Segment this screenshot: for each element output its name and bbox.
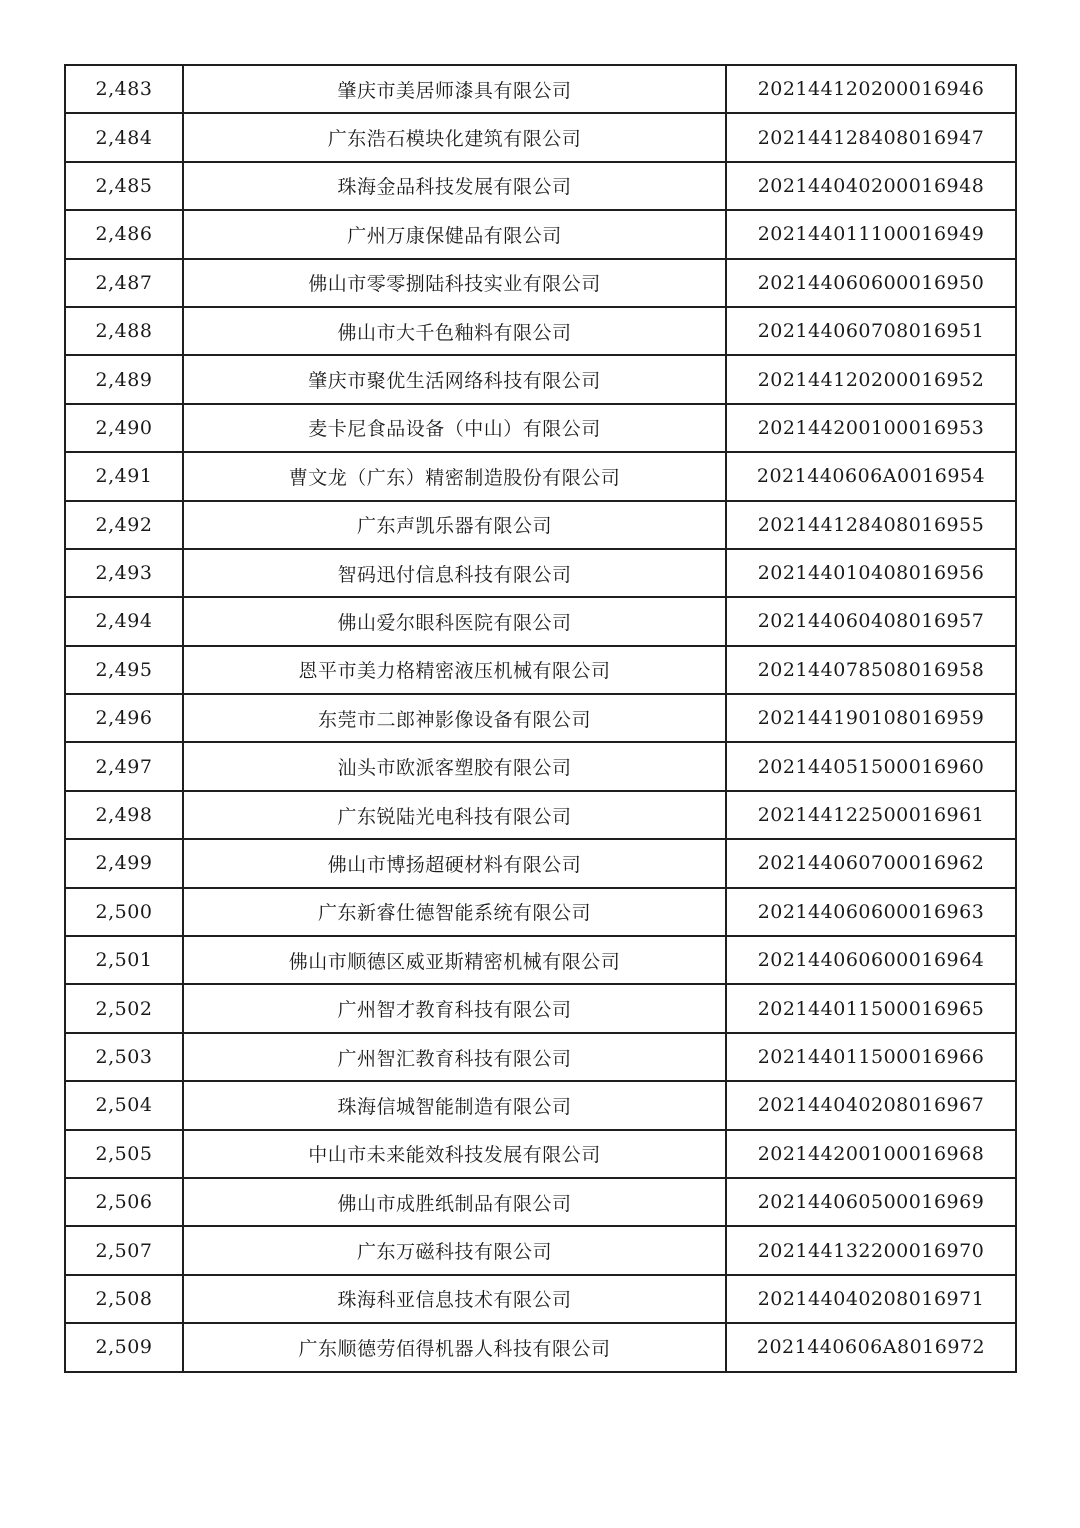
table-row xyxy=(65,404,1016,452)
company-name-cell: 广州智汇教育科技有限公司 xyxy=(183,1033,726,1081)
row-index-cell: 2,485 xyxy=(65,162,183,210)
table-row xyxy=(65,646,1016,694)
company-name-cell: 智码迅付信息科技有限公司 xyxy=(183,549,726,597)
row-index-cell: 2,494 xyxy=(65,597,183,645)
row-index-cell: 2,483 xyxy=(65,65,183,113)
company-name-cell: 广东锐陆光电科技有限公司 xyxy=(183,791,726,839)
company-name-cell: 广东声凯乐器有限公司 xyxy=(183,501,726,549)
registration-code-cell: 202144120200016952 xyxy=(726,355,1016,403)
registration-code-cell: 202144060500016969 xyxy=(726,1178,1016,1226)
row-index-cell: 2,487 xyxy=(65,259,183,307)
company-name-cell: 广东新睿仕德智能系统有限公司 xyxy=(183,888,726,936)
company-name-cell: 广州智才教育科技有限公司 xyxy=(183,984,726,1032)
registration-code-cell: 202144060600016950 xyxy=(726,259,1016,307)
table-row xyxy=(65,984,1016,1032)
row-index-cell: 2,488 xyxy=(65,307,183,355)
registration-code-cell: 202144200100016968 xyxy=(726,1130,1016,1178)
table-row xyxy=(65,113,1016,161)
registration-code-cell: 202144010408016956 xyxy=(726,549,1016,597)
registration-code-cell: 202144011100016949 xyxy=(726,210,1016,258)
registration-code-cell: 202144078508016958 xyxy=(726,646,1016,694)
table-row xyxy=(65,549,1016,597)
row-index-cell: 2,484 xyxy=(65,113,183,161)
row-index-cell: 2,498 xyxy=(65,791,183,839)
registration-code-cell: 202144060700016962 xyxy=(726,839,1016,887)
row-index-cell: 2,504 xyxy=(65,1081,183,1129)
company-name-cell: 东莞市二郎神影像设备有限公司 xyxy=(183,694,726,742)
table-row xyxy=(65,742,1016,790)
company-name-cell: 珠海科亚信息技术有限公司 xyxy=(183,1275,726,1323)
row-index-cell: 2,491 xyxy=(65,452,183,500)
row-index-cell: 2,497 xyxy=(65,742,183,790)
company-name-cell: 佛山市成胜纸制品有限公司 xyxy=(183,1178,726,1226)
table-row xyxy=(65,839,1016,887)
row-index-cell: 2,499 xyxy=(65,839,183,887)
row-index-cell: 2,500 xyxy=(65,888,183,936)
table-row xyxy=(65,597,1016,645)
company-name-cell: 麦卡尼食品设备（中山）有限公司 xyxy=(183,404,726,452)
table-row xyxy=(65,1033,1016,1081)
table-row xyxy=(65,1323,1016,1371)
row-index-cell: 2,496 xyxy=(65,694,183,742)
company-list-table xyxy=(64,64,1017,1373)
row-index-cell: 2,501 xyxy=(65,936,183,984)
company-name-cell: 佛山市博扬超硬材料有限公司 xyxy=(183,839,726,887)
table-row xyxy=(65,694,1016,742)
row-index-cell: 2,495 xyxy=(65,646,183,694)
table-row xyxy=(65,1081,1016,1129)
table-row xyxy=(65,259,1016,307)
registration-code-cell: 202144120200016946 xyxy=(726,65,1016,113)
row-index-cell: 2,509 xyxy=(65,1323,183,1371)
table-row xyxy=(65,936,1016,984)
table-row xyxy=(65,791,1016,839)
company-name-cell: 肇庆市美居师漆具有限公司 xyxy=(183,65,726,113)
registration-code-cell: 202144060600016964 xyxy=(726,936,1016,984)
company-name-cell: 广东顺德劳佰得机器人科技有限公司 xyxy=(183,1323,726,1371)
company-name-cell: 珠海信城智能制造有限公司 xyxy=(183,1081,726,1129)
table-body xyxy=(65,65,1016,1372)
row-index-cell: 2,489 xyxy=(65,355,183,403)
registration-code-cell: 202144132200016970 xyxy=(726,1226,1016,1274)
company-name-cell: 佛山市大千色釉料有限公司 xyxy=(183,307,726,355)
table-row xyxy=(65,355,1016,403)
table-row xyxy=(65,65,1016,113)
row-index-cell: 2,508 xyxy=(65,1275,183,1323)
table-row xyxy=(65,210,1016,258)
table-row xyxy=(65,452,1016,500)
company-name-cell: 肇庆市聚优生活网络科技有限公司 xyxy=(183,355,726,403)
row-index-cell: 2,490 xyxy=(65,404,183,452)
registration-code-cell: 202144011500016965 xyxy=(726,984,1016,1032)
row-index-cell: 2,503 xyxy=(65,1033,183,1081)
registration-code-cell: 202144128408016947 xyxy=(726,113,1016,161)
row-index-cell: 2,492 xyxy=(65,501,183,549)
registration-code-cell: 202144060600016963 xyxy=(726,888,1016,936)
company-name-cell: 珠海金品科技发展有限公司 xyxy=(183,162,726,210)
table-row xyxy=(65,1226,1016,1274)
registration-code-cell: 202144040208016967 xyxy=(726,1081,1016,1129)
company-name-cell: 广东浩石模块化建筑有限公司 xyxy=(183,113,726,161)
registration-code-cell: 202144190108016959 xyxy=(726,694,1016,742)
row-index-cell: 2,505 xyxy=(65,1130,183,1178)
table-row xyxy=(65,1130,1016,1178)
table-row xyxy=(65,888,1016,936)
company-name-cell: 佛山市零零捌陆科技实业有限公司 xyxy=(183,259,726,307)
company-name-cell: 恩平市美力格精密液压机械有限公司 xyxy=(183,646,726,694)
row-index-cell: 2,506 xyxy=(65,1178,183,1226)
table-row xyxy=(65,501,1016,549)
table-row xyxy=(65,162,1016,210)
registration-code-cell: 202144051500016960 xyxy=(726,742,1016,790)
row-index-cell: 2,486 xyxy=(65,210,183,258)
company-name-cell: 佛山市顺德区威亚斯精密机械有限公司 xyxy=(183,936,726,984)
registration-code-cell: 202144128408016955 xyxy=(726,501,1016,549)
company-name-cell: 广东万磁科技有限公司 xyxy=(183,1226,726,1274)
company-name-cell: 曹文龙（广东）精密制造股份有限公司 xyxy=(183,452,726,500)
registration-code-cell: 202144060408016957 xyxy=(726,597,1016,645)
table-row xyxy=(65,1178,1016,1226)
registration-code-cell: 202144040200016948 xyxy=(726,162,1016,210)
table-row xyxy=(65,1275,1016,1323)
registration-code-cell: 202144060708016951 xyxy=(726,307,1016,355)
registration-code-cell: 2021440606A0016954 xyxy=(726,452,1016,500)
company-name-cell: 广州万康保健品有限公司 xyxy=(183,210,726,258)
row-index-cell: 2,493 xyxy=(65,549,183,597)
row-index-cell: 2,502 xyxy=(65,984,183,1032)
table-row xyxy=(65,307,1016,355)
registration-code-cell: 202144200100016953 xyxy=(726,404,1016,452)
company-name-cell: 中山市未来能效科技发展有限公司 xyxy=(183,1130,726,1178)
registration-code-cell: 202144011500016966 xyxy=(726,1033,1016,1081)
company-name-cell: 汕头市欧派客塑胶有限公司 xyxy=(183,742,726,790)
company-name-cell: 佛山爱尔眼科医院有限公司 xyxy=(183,597,726,645)
registration-code-cell: 202144122500016961 xyxy=(726,791,1016,839)
registration-code-cell: 202144040208016971 xyxy=(726,1275,1016,1323)
row-index-cell: 2,507 xyxy=(65,1226,183,1274)
registration-code-cell: 2021440606A8016972 xyxy=(726,1323,1016,1371)
